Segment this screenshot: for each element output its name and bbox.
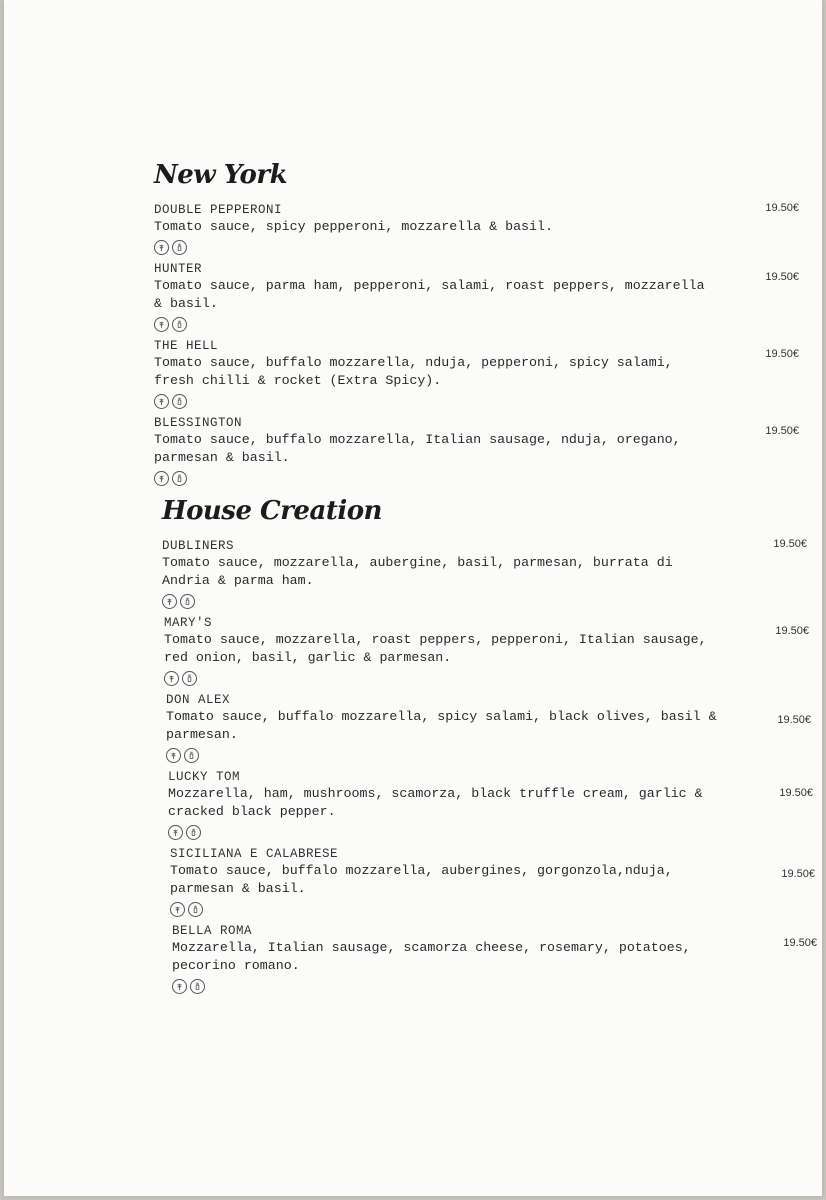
bottle-icon: [172, 240, 187, 255]
item-icons: [166, 748, 804, 763]
menu-item: [154, 338, 804, 409]
item-description: Tomato sauce, buffalo mozzarella, Italian sausage, nduja, oregano, parmesan & basil.: [154, 432, 681, 465]
item-icons: [164, 671, 804, 686]
bottle-icon: [182, 671, 197, 686]
menu-content: [154, 160, 817, 1000]
item-icons: [154, 394, 804, 409]
item-icons: [154, 240, 804, 255]
item-name: DON ALEX: [166, 693, 231, 707]
menu-page: [4, 0, 822, 1196]
item-name: HUNTER: [154, 262, 203, 276]
wheat-icon: [154, 317, 169, 332]
bottle-icon: [184, 748, 199, 763]
item-price: 19.50€: [773, 538, 807, 550]
menu-item: [168, 769, 813, 840]
menu-item: [162, 538, 807, 609]
bottle-icon: [188, 902, 203, 917]
item-icons: [162, 594, 804, 609]
wheat-icon: [170, 902, 185, 917]
item-name: BLESSINGTON: [154, 416, 243, 430]
wheat-icon: [164, 671, 179, 686]
item-icons: [168, 825, 804, 840]
item-icons: [154, 471, 804, 486]
wheat-icon: [162, 594, 177, 609]
bottle-icon: [172, 317, 187, 332]
item-description: Mozzarella, ham, mushrooms, scamorza, black truffle cream, garlic & cracked black pepper.: [168, 786, 703, 819]
item-price: 19.50€: [775, 625, 809, 637]
menu-item: [154, 415, 804, 486]
item-description: Tomato sauce, buffalo mozzarella, spicy salami, black olives, basil & parmesan.: [166, 709, 717, 742]
item-description: Tomato sauce, mozzarella, aubergine, basil, parmesan, burrata di Andria & parma ham.: [162, 555, 673, 588]
menu-item: [166, 692, 811, 763]
section-title: New York: [154, 160, 288, 190]
menu-item: [164, 615, 809, 686]
item-price: 19.50€: [765, 271, 799, 283]
item-price: 19.50€: [765, 202, 799, 214]
wheat-icon: [168, 825, 183, 840]
bottle-icon: [172, 394, 187, 409]
item-description: Tomato sauce, buffalo mozzarella, aubergines, gorgonzola,nduja, parmesan & basil.: [170, 863, 673, 896]
menu-item: [170, 846, 815, 917]
wheat-icon: [154, 240, 169, 255]
item-price: 19.50€: [781, 868, 815, 880]
wheat-icon: [166, 748, 181, 763]
item-name: THE HELL: [154, 339, 219, 353]
section-new-york: [154, 160, 804, 486]
item-name: BELLA ROMA: [172, 924, 253, 938]
item-icons: [170, 902, 804, 917]
item-name: LUCKY TOM: [168, 770, 241, 784]
item-description: Tomato sauce, parma ham, pepperoni, salami, roast peppers, mozzarella & basil.: [154, 278, 705, 311]
item-price: 19.50€: [779, 787, 813, 799]
item-price: 19.50€: [777, 714, 811, 726]
section-title: House Creation: [162, 496, 382, 526]
item-description: Mozzarella, Italian sausage, scamorza cheese, rosemary, potatoes, pecorino romano.: [172, 940, 691, 973]
menu-item: [154, 202, 804, 255]
bottle-icon: [180, 594, 195, 609]
item-price: 19.50€: [765, 425, 799, 437]
item-name: SICILIANA E CALABRESE: [170, 847, 339, 861]
wheat-icon: [154, 471, 169, 486]
section-house-creation: [154, 496, 817, 994]
wheat-icon: [172, 979, 187, 994]
bottle-icon: [190, 979, 205, 994]
bottle-icon: [186, 825, 201, 840]
item-price: 19.50€: [783, 937, 817, 949]
item-name: DOUBLE PEPPERONI: [154, 203, 283, 217]
item-icons: [172, 979, 804, 994]
item-description: Tomato sauce, buffalo mozzarella, nduja, pepperoni, spicy salami, fresh chilli & rocket (Extra Spicy).: [154, 355, 673, 388]
item-description: Tomato sauce, spicy pepperoni, mozzarella & basil.: [154, 219, 553, 234]
item-price: 19.50€: [765, 348, 799, 360]
item-name: MARY'S: [164, 616, 213, 630]
menu-item: [172, 923, 817, 994]
item-description: Tomato sauce, mozzarella, roast peppers, pepperoni, Italian sausage, red onion, basil, garlic & parmesan.: [164, 632, 707, 665]
bottle-icon: [172, 471, 187, 486]
menu-item: [154, 261, 804, 332]
item-icons: [154, 317, 804, 332]
wheat-icon: [154, 394, 169, 409]
item-name: DUBLINERS: [162, 539, 235, 553]
